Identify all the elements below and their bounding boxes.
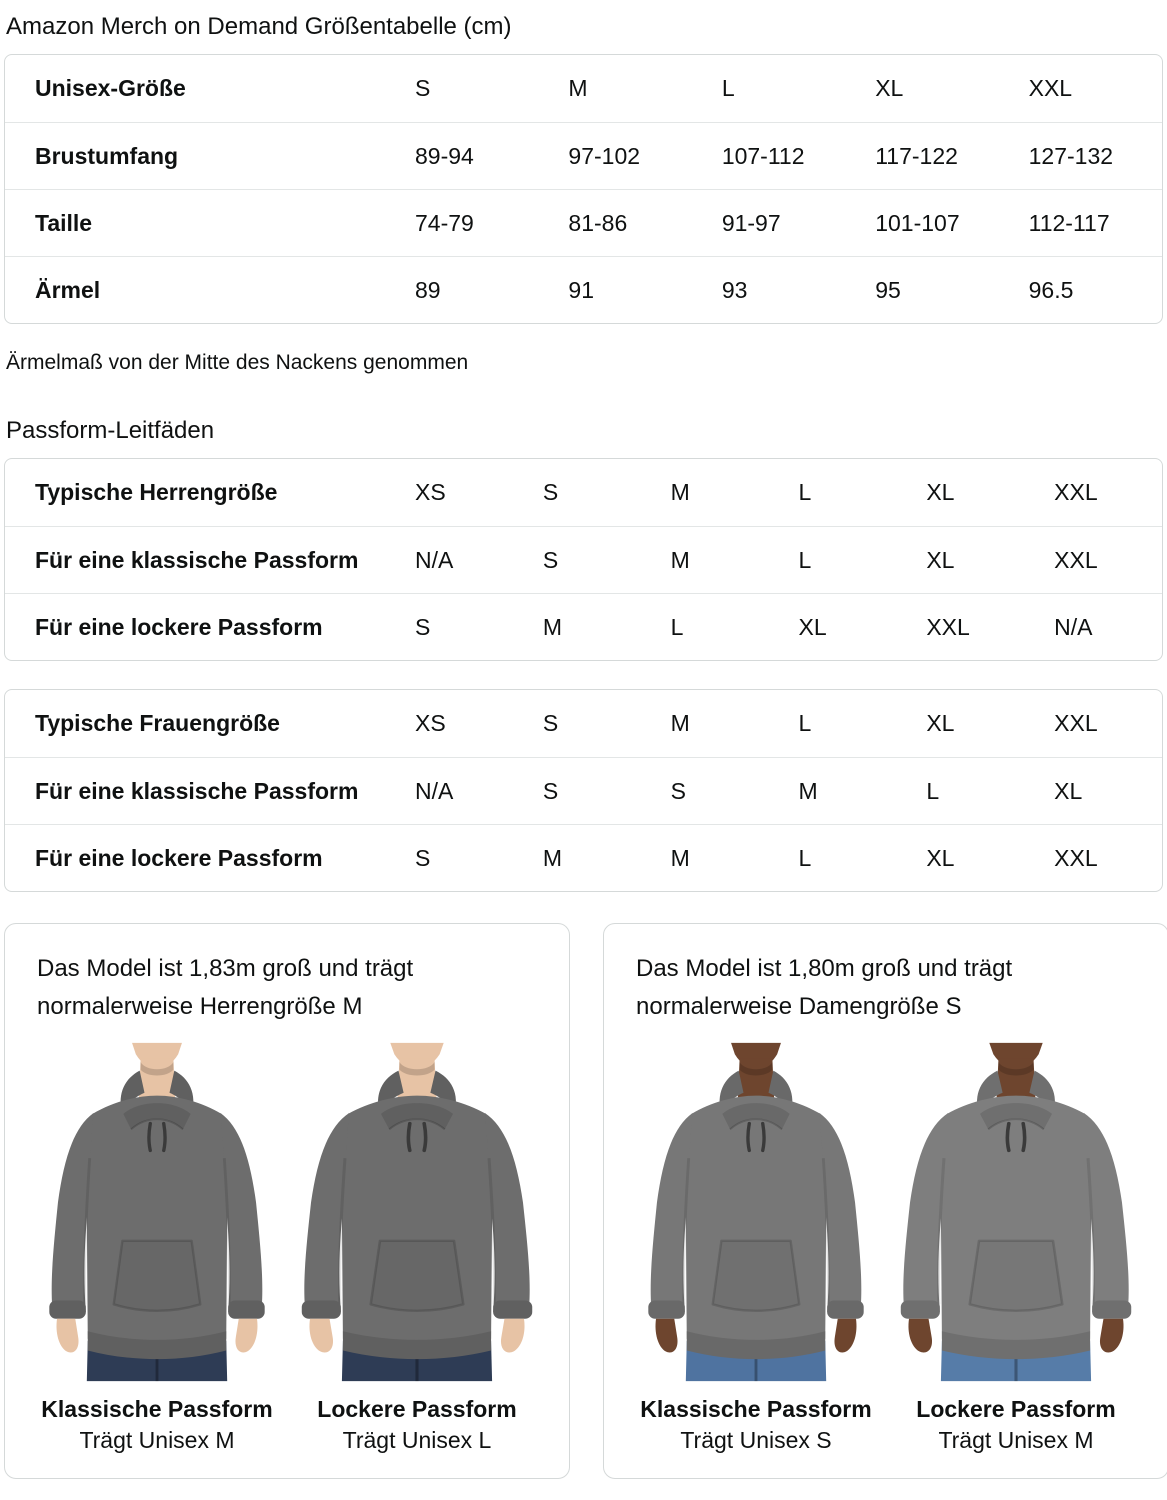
- row-label: Taille: [35, 209, 93, 236]
- size-table: [4, 54, 1163, 324]
- table-cell: 89-94: [415, 142, 474, 169]
- table-cell: M: [542, 613, 562, 640]
- table-cell: 112-117: [1028, 209, 1110, 236]
- table-row: [5, 824, 1162, 891]
- caption-title: Lockere Passform: [916, 1396, 1116, 1422]
- model-cards: [4, 923, 1163, 1479]
- caption-title: Klassische Passform: [41, 1396, 273, 1422]
- table-cell: XL: [926, 710, 955, 736]
- table-cell: 95: [875, 276, 901, 303]
- table-row: [5, 526, 1162, 593]
- table-cell: 89: [415, 276, 441, 303]
- table-cell: S: [542, 479, 559, 505]
- table-row: [5, 459, 1162, 526]
- figure-mens-classic: [31, 1036, 283, 1456]
- table-cell: XXL: [926, 613, 970, 640]
- table-cell: 107-112: [721, 142, 805, 169]
- table-cell: S: [542, 546, 559, 573]
- table-cell: XL: [798, 613, 827, 640]
- table-cell: 93: [721, 276, 748, 303]
- table-cell: XS: [415, 479, 446, 505]
- table-cell: XXL: [1054, 710, 1098, 736]
- table-cell: M: [670, 479, 690, 505]
- table-cell: M: [670, 710, 690, 736]
- row-label: Für eine klassische Passform: [35, 777, 359, 804]
- caption-subtitle: Trägt Unisex M: [938, 1427, 1094, 1453]
- table-cell: S: [415, 844, 431, 871]
- table-cell: M: [568, 75, 588, 101]
- table-cell: M: [542, 844, 562, 871]
- table-cell: S: [415, 75, 431, 101]
- table-cell: S: [542, 777, 559, 804]
- table-cell: 127-132: [1028, 142, 1114, 169]
- table-cell: S: [670, 777, 686, 804]
- table-cell: XL: [926, 479, 955, 505]
- table-cell: L: [670, 613, 684, 640]
- womens-fit-table: [4, 689, 1163, 892]
- table-cell: M: [670, 844, 690, 871]
- card-heading: Das Model ist 1,80m groß und trägt normalerweise Damengröße S: [636, 955, 1013, 1020]
- table-cell: XXL: [1054, 546, 1098, 573]
- table-cell: M: [798, 777, 818, 804]
- table-cell: L: [798, 479, 812, 505]
- figures-row: [31, 1036, 543, 1456]
- figure-womens-classic: [630, 1036, 882, 1456]
- table-cell: L: [926, 777, 940, 804]
- caption-subtitle: Trägt Unisex L: [342, 1427, 492, 1453]
- table-cell: XL: [926, 844, 955, 871]
- row-label: Typische Herrengröße: [35, 479, 278, 505]
- table-cell: 91-97: [721, 209, 781, 236]
- row-label: Für eine klassische Passform: [35, 546, 359, 573]
- table-row: [5, 55, 1162, 122]
- figure-womens-loose: [890, 1036, 1142, 1456]
- row-label: Für eine lockere Passform: [35, 844, 323, 871]
- table-row: [5, 690, 1162, 757]
- table-cell: XS: [415, 710, 446, 736]
- table-cell: S: [415, 613, 431, 640]
- caption-subtitle: Trägt Unisex S: [680, 1427, 832, 1453]
- row-label: Typische Frauengröße: [35, 710, 280, 736]
- table-cell: XXL: [1054, 479, 1098, 505]
- row-label: Ärmel: [35, 276, 101, 303]
- mens-model-card: [4, 923, 570, 1479]
- table-cell: XL: [1054, 777, 1083, 804]
- table-cell: 96.5: [1028, 276, 1074, 303]
- table-row: [5, 593, 1162, 660]
- table-cell: XL: [875, 75, 904, 101]
- table-cell: L: [798, 546, 812, 573]
- table-cell: 91: [568, 276, 594, 303]
- model-photo-mens-loose-fit: [292, 1036, 542, 1388]
- table-cell: 97-102: [568, 142, 641, 169]
- table-cell: N/A: [415, 546, 454, 573]
- row-label: Für eine lockere Passform: [35, 613, 323, 640]
- table-cell: XXL: [1028, 75, 1073, 101]
- mens-fit-table: [4, 458, 1163, 661]
- row-label: Brustumfang: [35, 142, 179, 169]
- model-photo-womens-classic-fit: [631, 1036, 881, 1388]
- table-row: [5, 256, 1162, 323]
- figure-mens-loose: [291, 1036, 543, 1456]
- table-cell: M: [670, 546, 690, 573]
- page-title: Amazon Merch on Demand Größentabelle (cm): [6, 13, 512, 40]
- table-cell: XL: [926, 546, 955, 573]
- table-row: [5, 757, 1162, 824]
- table-cell: XXL: [1054, 844, 1098, 871]
- card-heading: Das Model ist 1,83m groß und trägt normalerweise Herrengröße M: [37, 955, 414, 1020]
- table-row: [5, 189, 1162, 256]
- fit-guides-heading: Passform-Leitfäden: [6, 417, 215, 444]
- table-cell: L: [721, 75, 735, 101]
- table-cell: 74-79: [415, 209, 474, 236]
- table-cell: N/A: [415, 777, 454, 804]
- sleeve-measure-note: Ärmelmaß von der Mitte des Nackens genommen: [6, 351, 469, 374]
- caption-title: Lockere Passform: [317, 1396, 517, 1422]
- table-cell: S: [542, 710, 559, 736]
- table-cell: L: [798, 844, 812, 871]
- table-row: [5, 122, 1162, 189]
- table-cell: L: [798, 710, 812, 736]
- model-photo-womens-loose-fit: [891, 1036, 1141, 1388]
- table-cell: 117-122: [875, 142, 958, 169]
- table-cell: N/A: [1054, 613, 1093, 640]
- caption-subtitle: Trägt Unisex M: [79, 1427, 235, 1453]
- caption-title: Klassische Passform: [640, 1396, 872, 1422]
- row-label: Unisex-Größe: [35, 75, 186, 101]
- model-photo-mens-classic-fit: [32, 1036, 282, 1388]
- table-cell: 101-107: [875, 209, 960, 236]
- table-cell: 81-86: [568, 209, 628, 236]
- womens-model-card: [603, 923, 1167, 1479]
- figures-row: [630, 1036, 1142, 1456]
